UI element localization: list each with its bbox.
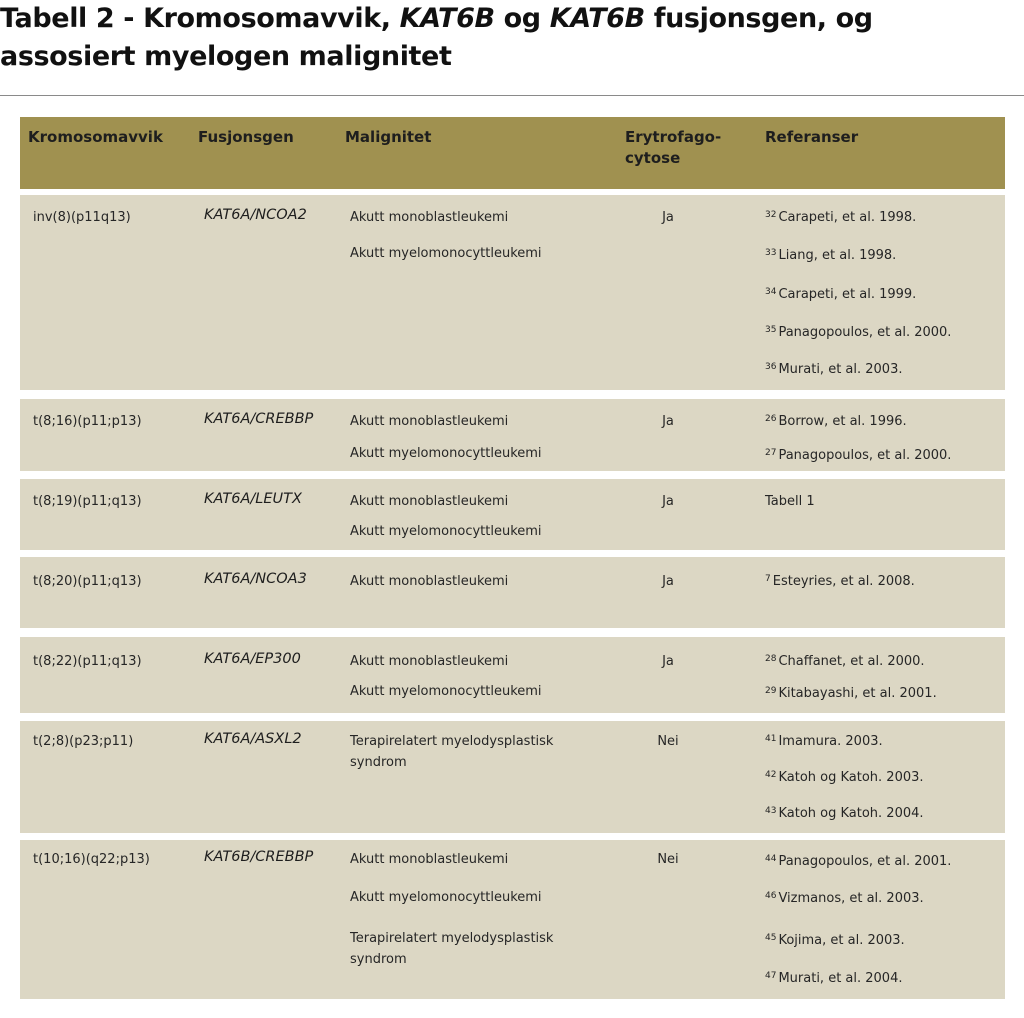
reference-text: Katoh og Katoh. 2004.	[778, 806, 924, 821]
reference-number: 35	[765, 325, 777, 335]
cell-erytrofagocytose: Ja	[662, 494, 674, 509]
reference-text: Kitabayashi, et al. 2001.	[778, 686, 937, 701]
reference-text: Carapeti, et al. 1999.	[778, 287, 917, 302]
cell-kromosomavvik: t(8;16)(p11;p13)	[33, 414, 142, 429]
cell-malignitet: Akutt myelomonocyttleukemi	[350, 890, 542, 905]
cell-fusjonsgen: KAT6B/CREBBP	[204, 849, 314, 865]
cell-referanse	[765, 569, 1000, 592]
cell-erytrofagocytose: Nei	[657, 734, 679, 749]
cell-fusjonsgen: KAT6A/NCOA3	[204, 571, 307, 587]
table-row	[20, 840, 1005, 999]
reference-number: 36	[765, 362, 777, 372]
reference-text: Tabell 1	[765, 494, 815, 509]
cell-malignitet: Akutt myelomonocyttleukemi	[350, 246, 542, 261]
cell-referanse	[765, 491, 1000, 512]
cell-kromosomavvik: t(8;19)(p11;q13)	[33, 494, 142, 509]
cell-malignitet: Akutt myelomonocyttleukemi	[350, 684, 542, 699]
cell-malignitet: Akutt myelomonocyttleukemi	[350, 524, 542, 539]
cell-fusjonsgen: KAT6A/CREBBP	[204, 411, 314, 427]
cell-erytrofagocytose: Ja	[662, 210, 674, 225]
cell-malignitet: Akutt myelomonocyttleukemi	[350, 446, 542, 461]
header-referanser: Referanser	[765, 128, 859, 146]
reference-text: Borrow, et al. 1996.	[778, 414, 907, 429]
cell-referanse	[765, 649, 1000, 672]
cell-fusjonsgen: KAT6A/LEUTX	[204, 491, 302, 507]
cell-referanse	[765, 681, 1000, 704]
header-fusjonsgen: Fusjonsgen	[198, 128, 294, 146]
reference-text: Panagopoulos, et al. 2000.	[778, 325, 952, 340]
cell-erytrofagocytose: Ja	[662, 654, 674, 669]
reference-number: 43	[765, 806, 777, 816]
reference-number: 46	[765, 891, 777, 901]
table-row	[20, 721, 1005, 833]
cell-malignitet: Akutt monoblastleukemi	[350, 654, 509, 669]
table-header	[20, 117, 1005, 189]
reference-text: Chaffanet, et al. 2000.	[778, 654, 925, 669]
cell-referanse	[765, 729, 1000, 752]
cell-erytrofagocytose: Nei	[657, 852, 679, 867]
reference-text: Panagopoulos, et al. 2000.	[778, 448, 952, 463]
header-malignitet: Malignitet	[345, 128, 432, 146]
cell-referanse	[765, 765, 1000, 788]
reference-number: 45	[765, 933, 777, 943]
cell-fusjonsgen: KAT6A/ASXL2	[204, 731, 302, 747]
reference-number: 33	[765, 248, 777, 258]
cell-kromosomavvik: t(8;20)(p11;q13)	[33, 574, 142, 589]
cell-malignitet: Akutt monoblastleukemi	[350, 414, 509, 429]
title-part-italic: KAT6B	[549, 3, 645, 34]
reference-number: 32	[765, 210, 777, 220]
cell-malignitet: Terapirelatert myelodysplastisk syndrom	[350, 734, 554, 770]
cell-referanse	[765, 282, 1000, 305]
reference-number: 26	[765, 414, 777, 424]
title-part: fusjonsgen, og	[644, 3, 873, 34]
cell-referanse	[765, 928, 1000, 951]
reference-text: Kojima, et al. 2003.	[778, 933, 905, 948]
reference-number: 28	[765, 654, 777, 664]
reference-text: Panagopoulos, et al. 2001.	[778, 854, 952, 869]
table-row	[20, 399, 1005, 471]
cell-referanse	[765, 205, 1000, 228]
cell-malignitet: Terapirelatert myelodysplastisk syndrom	[350, 931, 554, 967]
reference-number: 29	[765, 686, 777, 696]
title-part: assosiert myelogen malignitet	[0, 41, 452, 72]
cell-malignitet: Akutt monoblastleukemi	[350, 574, 509, 589]
cell-referanse	[765, 409, 1000, 432]
reference-text: Katoh og Katoh. 2003.	[778, 770, 924, 785]
reference-number: 47	[765, 971, 777, 981]
title-part: og	[494, 3, 550, 34]
table-row	[20, 195, 1005, 390]
page-title	[0, 0, 1010, 76]
cell-kromosomavvik: t(10;16)(q22;p13)	[33, 852, 150, 867]
reference-text: Esteyries, et al. 2008.	[772, 574, 915, 589]
reference-number: 7	[765, 574, 771, 584]
reference-text: Imamura. 2003.	[778, 734, 883, 749]
header-erytrofagocytose: Erytrofago- cytose	[625, 128, 722, 167]
title-part-italic: KAT6B	[399, 3, 495, 34]
cell-kromosomavvik: inv(8)(p11q13)	[33, 210, 131, 225]
cell-referanse	[765, 320, 1000, 343]
reference-text: Murati, et al. 2004.	[778, 971, 903, 986]
title-part: Tabell 2 - Kromosomavvik,	[0, 3, 400, 34]
table-row	[20, 637, 1005, 713]
reference-text: Murati, et al. 2003.	[778, 362, 903, 377]
cell-referanse	[765, 886, 1000, 909]
cell-malignitet: Akutt monoblastleukemi	[350, 494, 509, 509]
table-row	[20, 479, 1005, 550]
cell-kromosomavvik: t(2;8)(p23;p11)	[33, 734, 134, 749]
cell-referanse	[765, 801, 1000, 824]
reference-number: 44	[765, 854, 777, 864]
cell-referanse	[765, 443, 1000, 466]
reference-text: Carapeti, et al. 1998.	[778, 210, 917, 225]
cell-malignitet: Akutt monoblastleukemi	[350, 852, 509, 867]
reference-number: 34	[765, 287, 777, 297]
cell-referanse	[765, 243, 1000, 266]
title-divider	[0, 95, 1024, 96]
reference-text: Vizmanos, et al. 2003.	[778, 891, 924, 906]
cell-fusjonsgen: KAT6A/EP300	[204, 651, 301, 667]
cell-erytrofagocytose: Ja	[662, 574, 674, 589]
cell-malignitet: Akutt monoblastleukemi	[350, 210, 509, 225]
cell-referanse	[765, 357, 1000, 380]
cell-referanse	[765, 849, 1000, 872]
cell-referanse	[765, 966, 1000, 989]
table-row	[20, 557, 1005, 628]
cell-erytrofagocytose: Ja	[662, 414, 674, 429]
cell-fusjonsgen: KAT6A/NCOA2	[204, 207, 307, 223]
reference-number: 41	[765, 734, 777, 744]
cell-kromosomavvik: t(8;22)(p11;q13)	[33, 654, 142, 669]
reference-number: 42	[765, 770, 777, 780]
reference-text: Liang, et al. 1998.	[778, 248, 897, 263]
reference-number: 27	[765, 448, 777, 458]
header-kromosomavvik: Kromosomavvik	[28, 128, 163, 146]
